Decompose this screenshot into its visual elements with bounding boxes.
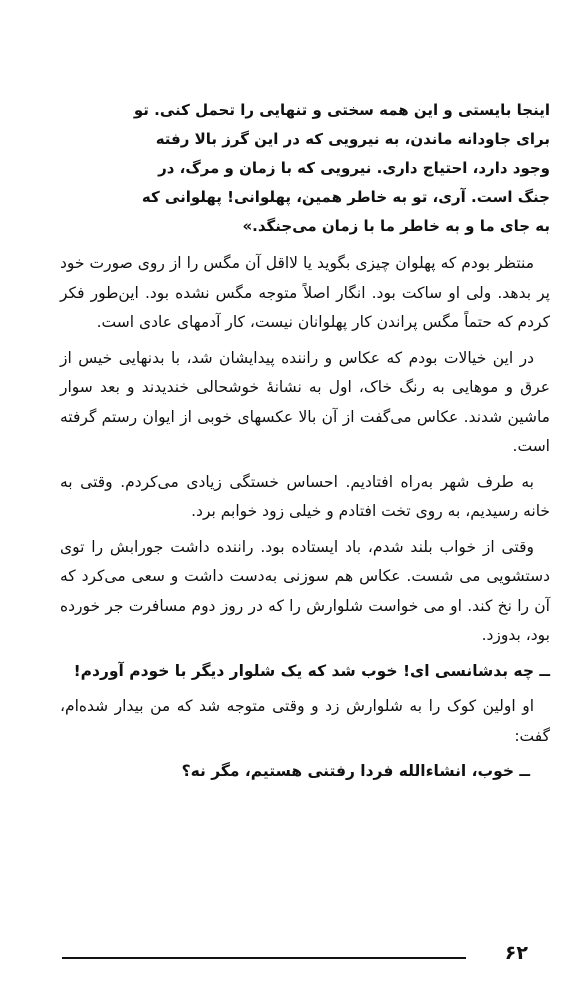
quote-line: برای جاودانه ماندن، به نیرویی که در این گرز بالا رفته xyxy=(155,130,550,148)
dialogue-line: ــ خوب، انشاءالله فردا رفتنی هستیم، مگر نه؟ xyxy=(181,762,530,780)
dialogue-line: ــ چه بدشانسی ای! خوب شد که یک شلوار دیگر با خودم آوردم! xyxy=(73,661,550,680)
paragraph: به طرف شهر به‌راه افتادیم. احساس خستگی زیادی می‌کردم. وقتی به خانه رسیدیم، به روی تخت افتادم و خیلی زود خوابم برد. xyxy=(60,472,550,520)
quote-line: به جای ما و به خاطر ما با زمان می‌جنگد.» xyxy=(242,217,550,235)
quote-line: جنگ است. آری، تو به خاطر همین، پهلوانی! پهلوانی که xyxy=(141,188,550,206)
quote-line: اینجا بایستی و این همه سختی و تنهایی را تحمل کنی. تو xyxy=(133,101,550,119)
paragraph: منتظر بودم که پهلوان چیزی بگوید یا لااقل آن مگس را از روی صورت خود پر بدهد. ولی او ساکت بود. انگار اصلاً متوجه مگس نشده بود. این‌طور فکر کردم که حتماً مگس پراندن کار پهلوانان نیست، کار آدمهای عادی است. xyxy=(60,254,550,331)
footer-rule xyxy=(62,957,466,959)
body-text xyxy=(60,249,550,787)
paragraph: وقتی از خواب بلند شدم، باد ایستاده بود. راننده داشت جورابش را توی دستشویی می شست. عکاس هم سوزنی به‌دست داشت و سعی می‌کرد که آن را نخ کند. او می خواست شلوارش را که در روز دوم مسافرت جر خورده بود، بدوزد. xyxy=(60,537,550,644)
paragraph: او اولین کوک را به شلوارش زد و وقتی متوجه شد که من بیدار شده‌ام، گفت: xyxy=(60,697,550,745)
paragraph: در این خیالات بودم که عکاس و راننده پیدایشان شد، با بدنهایی خیس از عرق و موهایی به رنگ خاک، اول به نشانهٔ خوشحالی خندیدند و بعد سوار ماشین شدند. عکاس می‌گفت از آن بالا عکسهای خوبی از ایوان رستم گرفته است. xyxy=(60,348,550,455)
quoted-passage xyxy=(60,96,550,241)
book-page-text xyxy=(60,96,550,787)
page-footer xyxy=(62,937,528,969)
quote-line: وجود دارد، احتیاج داری. نیرویی که با زمان و مرگ، در xyxy=(158,159,550,177)
page-number: ۶۲ xyxy=(504,942,528,964)
